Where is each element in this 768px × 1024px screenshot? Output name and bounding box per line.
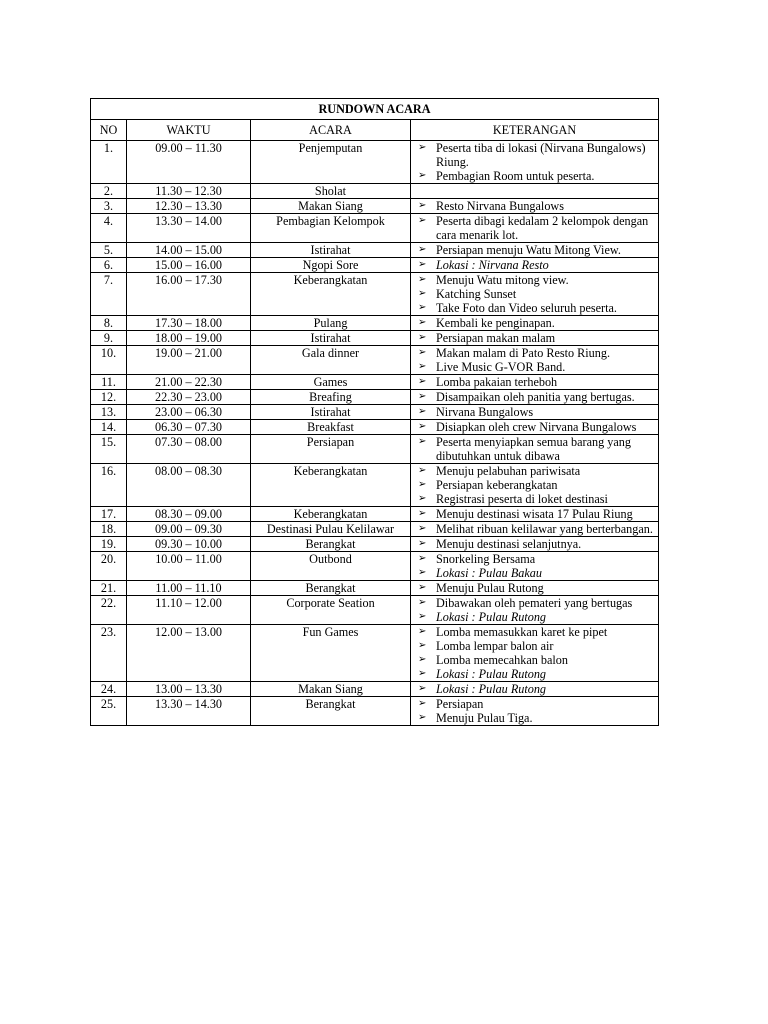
row-number: 17. <box>91 507 127 522</box>
table-row <box>91 537 659 552</box>
row-event: Destinasi Pulau Kelilawar <box>251 522 411 537</box>
note-item: ➢ Registrasi peserta di loket destinasi <box>414 492 655 506</box>
note-item: ➢ Pembagian Room untuk peserta. <box>414 169 655 183</box>
notes-list <box>414 405 655 419</box>
table-row <box>91 625 659 682</box>
row-time: 13.30 – 14.00 <box>127 214 251 243</box>
row-time: 13.30 – 14.30 <box>127 697 251 726</box>
notes-list <box>414 420 655 434</box>
note-item: ➢ Snorkeling Bersama <box>414 552 655 566</box>
table-row <box>91 420 659 435</box>
row-number: 20. <box>91 552 127 581</box>
notes-list <box>414 507 655 521</box>
row-number: 23. <box>91 625 127 682</box>
note-item: ➢ Resto Nirvana Bungalows <box>414 199 655 213</box>
note-item: ➢ Persiapan <box>414 697 655 711</box>
row-notes <box>411 537 659 552</box>
row-time: 17.30 – 18.00 <box>127 316 251 331</box>
row-event: Penjemputan <box>251 141 411 184</box>
row-time: 08.00 – 08.30 <box>127 464 251 507</box>
row-notes <box>411 258 659 273</box>
row-time: 09.00 – 09.30 <box>127 522 251 537</box>
row-event: Makan Siang <box>251 199 411 214</box>
row-notes <box>411 552 659 581</box>
table-row <box>91 405 659 420</box>
row-number: 5. <box>91 243 127 258</box>
table-row <box>91 316 659 331</box>
row-number: 25. <box>91 697 127 726</box>
row-notes <box>411 141 659 184</box>
row-event: Keberangkatan <box>251 464 411 507</box>
notes-list <box>414 537 655 551</box>
row-notes <box>411 596 659 625</box>
row-number: 22. <box>91 596 127 625</box>
table-row <box>91 596 659 625</box>
row-number: 11. <box>91 375 127 390</box>
row-time: 16.00 – 17.30 <box>127 273 251 316</box>
note-item: ➢ Lomba pakaian terheboh <box>414 375 655 389</box>
table-row <box>91 199 659 214</box>
notes-list <box>414 464 655 506</box>
header-event: ACARA <box>251 120 411 141</box>
row-notes <box>411 199 659 214</box>
table-row <box>91 522 659 537</box>
note-item: ➢ Disiapkan oleh crew Nirvana Bungalows <box>414 420 655 434</box>
row-number: 16. <box>91 464 127 507</box>
note-item: ➢ Lokasi : Nirvana Resto <box>414 258 655 272</box>
note-item: ➢ Nirvana Bungalows <box>414 405 655 419</box>
row-event: Outbond <box>251 552 411 581</box>
row-notes <box>411 405 659 420</box>
note-item: ➢ Katching Sunset <box>414 287 655 301</box>
row-notes <box>411 375 659 390</box>
note-item: ➢ Menuju Pulau Tiga. <box>414 711 655 725</box>
row-number: 4. <box>91 214 127 243</box>
notes-list <box>414 243 655 257</box>
row-event: Gala dinner <box>251 346 411 375</box>
row-number: 3. <box>91 199 127 214</box>
notes-list <box>414 435 655 463</box>
note-item: ➢ Persiapan makan malam <box>414 331 655 345</box>
note-item: ➢ Peserta menyiapkan semua barang yang dibutuhkan untuk dibawa <box>414 435 655 463</box>
row-event: Keberangkatan <box>251 273 411 316</box>
rundown-table <box>90 98 659 726</box>
row-notes <box>411 331 659 346</box>
note-item: ➢ Peserta tiba di lokasi (Nirvana Bungalows) Riung. <box>414 141 655 169</box>
table-row <box>91 507 659 522</box>
table-row <box>91 697 659 726</box>
row-event: Istirahat <box>251 405 411 420</box>
notes-list <box>414 273 655 315</box>
note-item: ➢ Lomba memecahkan balon <box>414 653 655 667</box>
table-row <box>91 581 659 596</box>
row-notes <box>411 507 659 522</box>
row-event: Berangkat <box>251 581 411 596</box>
notes-list <box>414 258 655 272</box>
row-number: 1. <box>91 141 127 184</box>
row-event: Berangkat <box>251 697 411 726</box>
row-event: Istirahat <box>251 243 411 258</box>
table-row <box>91 184 659 199</box>
note-item: ➢ Menuju destinasi wisata 17 Pulau Riung <box>414 507 655 521</box>
row-notes <box>411 214 659 243</box>
row-notes <box>411 243 659 258</box>
table-row <box>91 375 659 390</box>
note-item: ➢ Lokasi : Pulau Rutong <box>414 610 655 624</box>
row-event: Games <box>251 375 411 390</box>
row-notes <box>411 273 659 316</box>
row-event: Pulang <box>251 316 411 331</box>
row-number: 24. <box>91 682 127 697</box>
row-event: Breafing <box>251 390 411 405</box>
table-row <box>91 390 659 405</box>
row-time: 23.00 – 06.30 <box>127 405 251 420</box>
note-item: ➢ Lokasi : Pulau Rutong <box>414 682 655 696</box>
row-event: Istirahat <box>251 331 411 346</box>
table-row <box>91 141 659 184</box>
row-number: 7. <box>91 273 127 316</box>
row-number: 15. <box>91 435 127 464</box>
row-number: 6. <box>91 258 127 273</box>
row-notes <box>411 522 659 537</box>
note-item: ➢ Melihat ribuan kelilawar yang berterbangan. <box>414 522 655 536</box>
notes-list <box>414 581 655 595</box>
note-item: ➢ Kembali ke penginapan. <box>414 316 655 330</box>
row-notes <box>411 184 659 199</box>
table-row <box>91 273 659 316</box>
row-event: Ngopi Sore <box>251 258 411 273</box>
notes-list <box>414 596 655 624</box>
row-number: 12. <box>91 390 127 405</box>
row-notes <box>411 346 659 375</box>
table-row <box>91 464 659 507</box>
row-time: 09.30 – 10.00 <box>127 537 251 552</box>
note-item: ➢ Lokasi : Pulau Rutong <box>414 667 655 681</box>
note-item: ➢ Lomba memasukkan karet ke pipet <box>414 625 655 639</box>
row-time: 07.30 – 08.00 <box>127 435 251 464</box>
note-item: ➢ Persiapan keberangkatan <box>414 478 655 492</box>
row-time: 22.30 – 23.00 <box>127 390 251 405</box>
notes-list <box>414 552 655 580</box>
row-time: 11.30 – 12.30 <box>127 184 251 199</box>
row-time: 21.00 – 22.30 <box>127 375 251 390</box>
table-row <box>91 435 659 464</box>
note-item: ➢ Persiapan menuju Watu Mitong View. <box>414 243 655 257</box>
notes-list <box>414 682 655 696</box>
row-time: 09.00 – 11.30 <box>127 141 251 184</box>
table-row <box>91 346 659 375</box>
note-item: ➢ Dibawakan oleh pemateri yang bertugas <box>414 596 655 610</box>
row-time: 06.30 – 07.30 <box>127 420 251 435</box>
notes-list <box>414 375 655 389</box>
note-item: ➢ Peserta dibagi kedalam 2 kelompok dengan cara menarik lot. <box>414 214 655 242</box>
row-time: 11.00 – 11.10 <box>127 581 251 596</box>
notes-list <box>414 316 655 330</box>
row-time: 08.30 – 09.00 <box>127 507 251 522</box>
row-number: 19. <box>91 537 127 552</box>
notes-list <box>414 697 655 725</box>
note-item: ➢ Live Music G-VOR Band. <box>414 360 655 374</box>
note-item: ➢ Disampaikan oleh panitia yang bertugas. <box>414 390 655 404</box>
notes-list <box>414 331 655 345</box>
row-number: 18. <box>91 522 127 537</box>
row-notes <box>411 625 659 682</box>
notes-list <box>414 141 655 183</box>
note-item: ➢ Take Foto dan Video seluruh peserta. <box>414 301 655 315</box>
note-item: ➢ Lokasi : Pulau Bakau <box>414 566 655 580</box>
row-notes <box>411 464 659 507</box>
note-item: ➢ Menuju Pulau Rutong <box>414 581 655 595</box>
row-time: 15.00 – 16.00 <box>127 258 251 273</box>
row-notes <box>411 435 659 464</box>
row-notes <box>411 682 659 697</box>
table-row <box>91 552 659 581</box>
row-number: 2. <box>91 184 127 199</box>
row-number: 8. <box>91 316 127 331</box>
row-notes <box>411 390 659 405</box>
table-row <box>91 331 659 346</box>
note-item: ➢ Menuju destinasi selanjutnya. <box>414 537 655 551</box>
row-notes <box>411 316 659 331</box>
table-row <box>91 258 659 273</box>
note-item: ➢ Lomba lempar balon air <box>414 639 655 653</box>
row-notes <box>411 420 659 435</box>
row-event: Persiapan <box>251 435 411 464</box>
row-time: 12.00 – 13.00 <box>127 625 251 682</box>
row-time: 18.00 – 19.00 <box>127 331 251 346</box>
note-item: ➢ Makan malam di Pato Resto Riung. <box>414 346 655 360</box>
row-event: Pembagian Kelompok <box>251 214 411 243</box>
note-item: ➢ Menuju pelabuhan pariwisata <box>414 464 655 478</box>
row-time: 14.00 – 15.00 <box>127 243 251 258</box>
row-event: Keberangkatan <box>251 507 411 522</box>
row-time: 13.00 – 13.30 <box>127 682 251 697</box>
row-notes <box>411 581 659 596</box>
row-time: 19.00 – 21.00 <box>127 346 251 375</box>
row-number: 9. <box>91 331 127 346</box>
notes-list <box>414 390 655 404</box>
notes-list <box>414 214 655 242</box>
row-event: Makan Siang <box>251 682 411 697</box>
row-number: 10. <box>91 346 127 375</box>
header-time: WAKTU <box>127 120 251 141</box>
notes-list <box>414 199 655 213</box>
row-number: 14. <box>91 420 127 435</box>
row-notes <box>411 697 659 726</box>
table-body <box>91 141 659 726</box>
table-title: RUNDOWN ACARA <box>91 99 659 120</box>
row-event: Breakfast <box>251 420 411 435</box>
row-time: 10.00 – 11.00 <box>127 552 251 581</box>
row-time: 12.30 – 13.30 <box>127 199 251 214</box>
table-row <box>91 682 659 697</box>
row-event: Fun Games <box>251 625 411 682</box>
notes-list <box>414 625 655 681</box>
row-time: 11.10 – 12.00 <box>127 596 251 625</box>
row-event: Sholat <box>251 184 411 199</box>
table-row <box>91 214 659 243</box>
header-notes: KETERANGAN <box>411 120 659 141</box>
notes-list <box>414 346 655 374</box>
note-item: ➢ Menuju Watu mitong view. <box>414 273 655 287</box>
row-event: Corporate Seation <box>251 596 411 625</box>
row-event: Berangkat <box>251 537 411 552</box>
header-no: NO <box>91 120 127 141</box>
row-number: 13. <box>91 405 127 420</box>
table-row <box>91 243 659 258</box>
notes-list <box>414 522 655 536</box>
row-number: 21. <box>91 581 127 596</box>
